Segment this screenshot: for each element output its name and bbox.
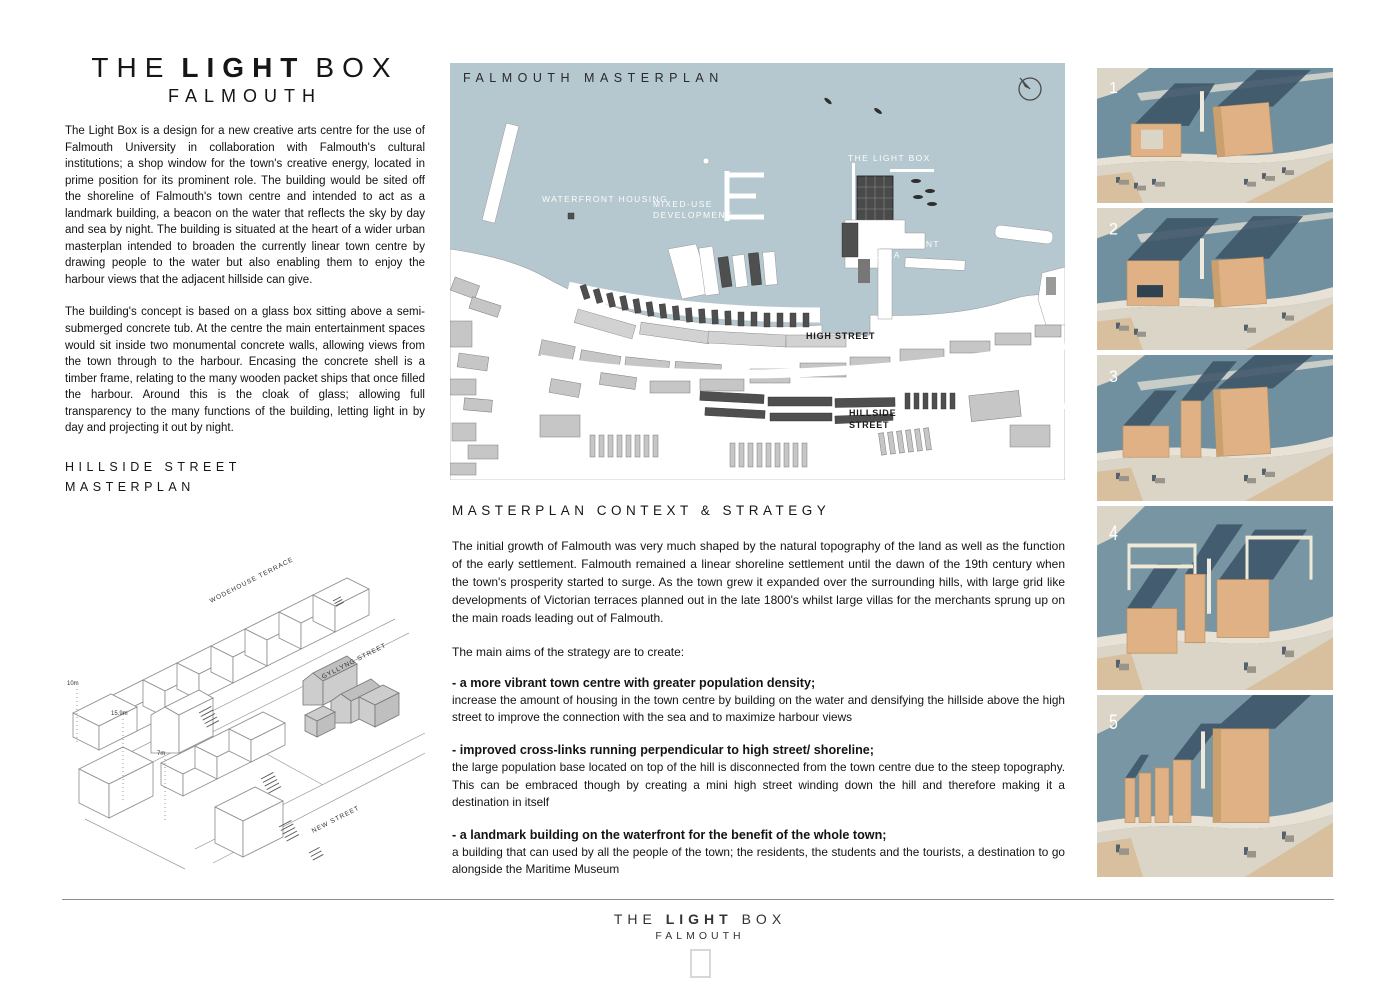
axon-svg: [65, 501, 425, 873]
bottom-block: [215, 787, 283, 857]
model-photo-number: 4: [1109, 521, 1118, 545]
footer-brand: [0, 911, 1400, 927]
model-photo-number: 2: [1109, 220, 1118, 239]
map-label-high-street: HIGH STREET: [806, 331, 876, 341]
model-photo-1: [1097, 68, 1333, 203]
page-title: [65, 52, 425, 84]
stairs-hatch-2: [261, 772, 281, 793]
map-label-waterfront-plaza: [867, 239, 940, 261]
map-label-hillside-street: [849, 407, 896, 431]
aim-item-2: [452, 743, 1065, 811]
intro-paragraph-2: The building's concept is based on a glass box sitting above a semi-submerged concrete tub. At the centre the main entertainment spaces would sit inside two monumental concrete walls, allowing views from the town through to the harbour. Encasing the concrete shell is a timber frame, relating to the many wooden packet ships that once filled the harbour. Around this is the cloak of glass; allowing full transparency to the many functions of the building, letting light in by day and projecting it out by night.: [65, 306, 425, 435]
dim-label-15-9m: 15.9m: [111, 710, 128, 717]
model-photo-number: 5: [1109, 709, 1118, 734]
map-label-mixed-use-line1: MIXED-USE: [653, 199, 713, 209]
model-photo-4: [1097, 506, 1333, 690]
model-photo-number: 3: [1109, 367, 1118, 387]
model-photo-2: [1097, 208, 1333, 350]
aim-body: the large population base located on top of the hill is disconnected from the town centre due to the steep topography. This can be embraced though by creating a mini high street winding down the hill and therefore making it a destination in itself: [452, 760, 1065, 809]
model-photo-4-svg: [1097, 506, 1333, 690]
strategy-paragraph: The initial growth of Falmouth was very much shaped by the natural topography of the land as well as the function of the early settlement. Falmouth remained a linear shoreline settlement until the dawn of the 19th century when the town's prosperity started to surge. As the town grew it expanded over the surrounding hills, with large grid like developments of Victorian terraces planned out in the late 1800's whilst large villas for the merchants sprung up on the main roads leading out of Falmouth.: [452, 539, 1065, 625]
model-photo-5: [1097, 695, 1333, 877]
strategy-section: [452, 503, 1065, 879]
title-light: LIGHT: [181, 52, 306, 83]
aim-body: increase the amount of housing in the town centre by building on the water and densifying the hillside above the high street to improve the connection with the sea and to maximize harbour views: [452, 693, 1065, 725]
map-label-hillside-line2: STREET: [849, 420, 890, 430]
footer-divider: [62, 899, 1334, 900]
page-subtitle: FALMOUTH: [167, 86, 322, 106]
footer-brand-box: BOX: [741, 911, 787, 927]
aim-body: a building that can used by all the people of the town; the residents, the students and the tourists, a destination to go alongside the Maritime Museum: [452, 845, 1065, 877]
aim-title: - a more vibrant town centre with greater population density;: [452, 676, 816, 690]
map-label-mixed-use: [653, 199, 733, 221]
footer: [0, 911, 1400, 978]
map-title: FALMOUTH MASTERPLAN: [463, 71, 724, 85]
model-photo-number: 1: [1109, 80, 1118, 97]
map-svg: [450, 63, 1065, 480]
street-label-new-street: NEW STREET: [310, 804, 361, 835]
aim-item-3: [452, 828, 1065, 878]
stairs-hatch-4: [309, 847, 323, 860]
footer-brand-light: LIGHT: [665, 911, 733, 927]
aim-item-1: [452, 676, 1065, 726]
model-photo-5-svg: [1097, 695, 1333, 877]
footer-brand-the: THE: [613, 911, 657, 927]
hillside-heading-line2: MASTERPLAN: [65, 479, 195, 494]
footer-brand-sub: FALMOUTH: [655, 930, 745, 942]
map-label-mixed-use-line2: DEVELOPMENT: [653, 210, 733, 220]
model-photo-2-svg: [1097, 208, 1333, 350]
hillside-masterplan-heading: [65, 457, 425, 497]
aim-title: - a landmark building on the waterfront for the benefit of the whole town;: [452, 828, 887, 843]
falmouth-masterplan-map: [450, 63, 1065, 480]
map-label-plaza-line1: WATERFRONT: [867, 239, 941, 249]
map-label-waterfront-housing: WATERFRONT HOUSING: [542, 194, 669, 204]
hillside-heading-line1: HILLSIDE STREET: [65, 459, 241, 474]
lightbox-logo-icon: [690, 949, 711, 978]
hillside-axonometric-drawing: [65, 501, 425, 873]
intro-paragraph-1: The Light Box is a design for a new creative arts centre for the use of Falmouth University in collaboration with Falmouth's cultural institutions; a shop window for the town's creative energy, located in prime position for its prominent role. The building would be sited off the shoreline of Falmouth's town centre and intended to act as a landmark building, a beacon on the water that reflects the sky by day and sea by night. The building is situated at the heart of a wider urban masterplan intended to broaden the currently linear town centre by drawing people to the water but also enabling them to enjoy the harbour views that the adjacent hillside can give.: [65, 125, 425, 286]
map-label-plaza-line2: PLAZA: [867, 250, 901, 260]
model-photo-3-svg: [1097, 355, 1333, 501]
map-label-the-light-box: THE LIGHT BOX: [848, 153, 931, 163]
aims-intro: The main aims of the strategy are to create:: [452, 645, 685, 659]
dim-label-10m: 10m: [67, 680, 79, 687]
title-the: THE: [91, 52, 172, 83]
left-column: [65, 52, 425, 873]
strategy-heading: MASTERPLAN CONTEXT & STRATEGY: [452, 503, 831, 518]
map-label-hillside-line1: HILLSIDE: [849, 408, 897, 418]
aim-title: - improved cross-links running perpendicular to high street/ shoreline;: [452, 743, 874, 758]
model-photo-3: [1097, 355, 1333, 501]
map-dot-building: [568, 213, 574, 219]
street-label-wodehouse-terrace: WODEHOUSE TERRACE: [208, 556, 295, 605]
title-box: BOX: [315, 52, 399, 83]
model-photo-column: [1097, 68, 1333, 877]
street-label-gyllyng-street: GYLLYNG STREET: [320, 641, 388, 681]
dim-label-7m: 7m: [157, 750, 166, 757]
proposed-infill-cluster: [303, 656, 399, 737]
model-photo-1-svg: [1097, 68, 1333, 203]
